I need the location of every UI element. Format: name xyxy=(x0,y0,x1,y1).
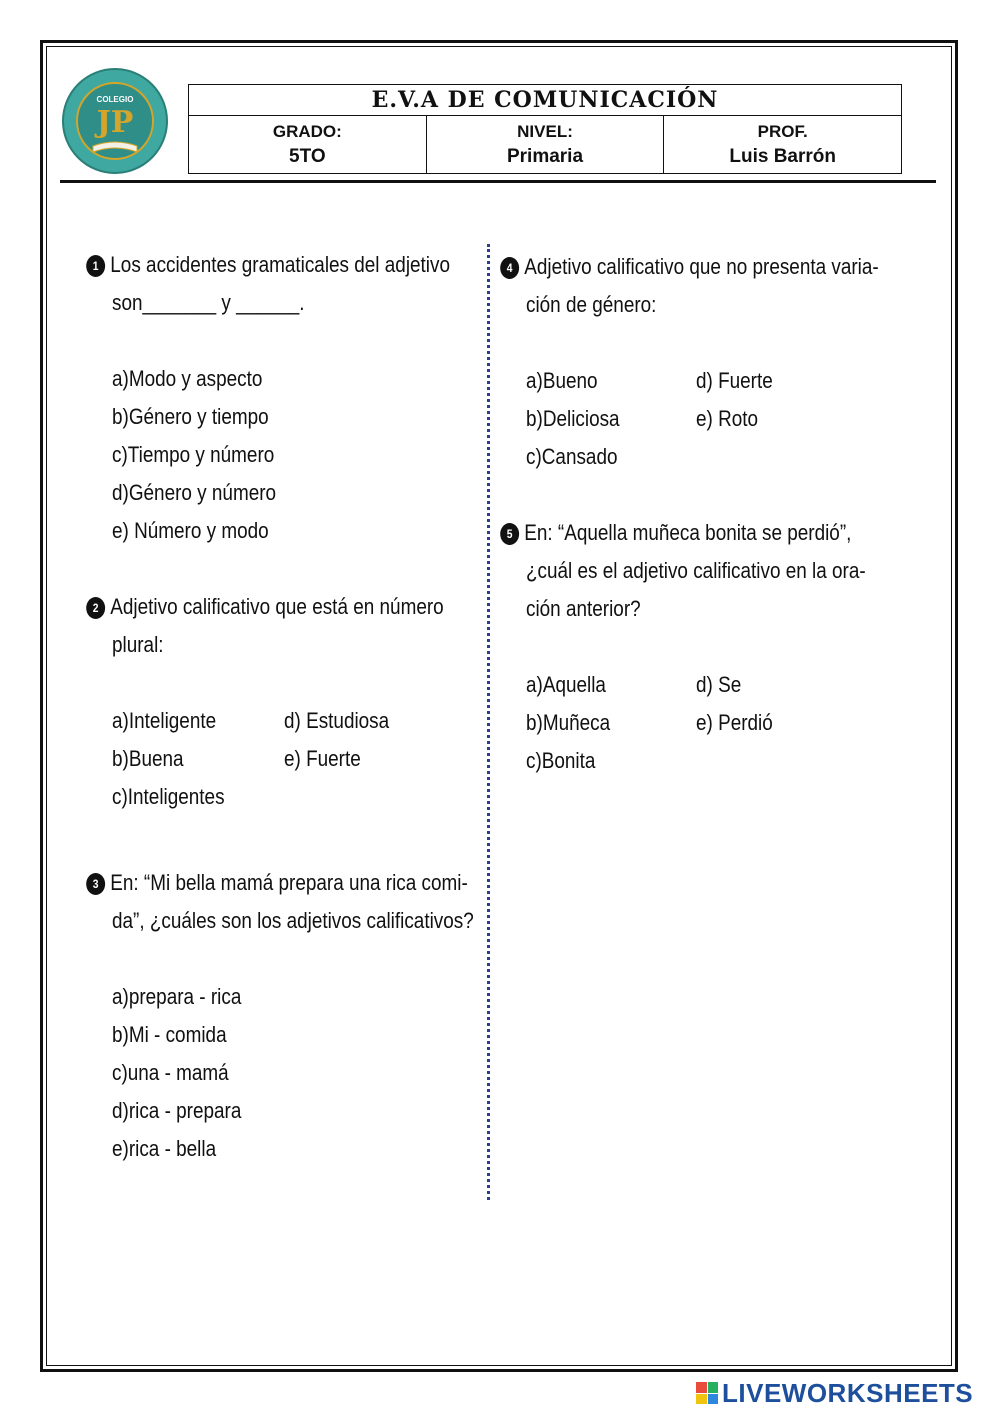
question-3-line1: En: “Mi bella mamá prepara una rica comi- xyxy=(110,870,468,895)
question-3-option-b[interactable]: b)Mi - comida xyxy=(112,1022,227,1047)
question-1-option-c[interactable]: c)Tiempo y número xyxy=(112,442,275,467)
question-3-option-a[interactable]: a)prepara - rica xyxy=(112,984,242,1009)
question-number-icon: 4 xyxy=(500,257,519,279)
question-4-option-a[interactable]: a)Bueno xyxy=(526,368,598,393)
prof-value: Luis Barrón xyxy=(729,146,836,167)
question-5-option-a[interactable]: a)Aquella xyxy=(526,672,606,697)
question-2-line1: Adjetivo calificativo que está en número xyxy=(110,594,444,619)
question-number-icon: 1 xyxy=(86,255,105,277)
prof-cell xyxy=(663,116,901,174)
question-1-option-b[interactable]: b)Género y tiempo xyxy=(112,404,269,429)
liveworksheets-logo[interactable] xyxy=(696,1378,973,1408)
liveworksheets-brand: LIVEWORKSHEETS xyxy=(722,1377,974,1408)
nivel-label: NIVEL: xyxy=(517,122,573,141)
question-5-option-c[interactable]: c)Bonita xyxy=(526,748,596,773)
exam-title: E.V.A DE COMUNICACIÓN xyxy=(189,85,901,116)
question-2-option-d[interactable]: d) Estudiosa xyxy=(284,708,390,733)
question-4-line2: ción de género: xyxy=(526,292,657,317)
question-1-option-a[interactable]: a)Modo y aspecto xyxy=(112,366,263,391)
nivel-cell xyxy=(426,116,664,174)
question-4-option-d[interactable]: d) Fuerte xyxy=(696,368,773,393)
question-5 xyxy=(506,514,891,628)
question-4 xyxy=(506,248,891,324)
question-3-option-c[interactable]: c)una - mamá xyxy=(112,1060,229,1085)
header-rule xyxy=(60,180,936,183)
question-5-option-b[interactable]: b)Muñeca xyxy=(526,710,611,735)
question-1-line2: son_______ y ______. xyxy=(112,290,305,315)
question-3 xyxy=(92,864,482,940)
question-number-icon: 5 xyxy=(500,523,519,545)
question-2-line2: plural: xyxy=(112,632,164,657)
question-2-option-e[interactable]: e) Fuerte xyxy=(284,746,361,771)
liveworksheets-icon xyxy=(696,1382,718,1404)
grado-label: GRADO: xyxy=(272,122,342,141)
question-3-option-e[interactable]: e)rica - bella xyxy=(112,1136,217,1161)
question-1 xyxy=(92,246,478,322)
question-5-line3: ción anterior? xyxy=(526,596,641,621)
nivel-value: Primaria xyxy=(506,146,584,167)
header-table xyxy=(188,84,902,174)
prof-label: PROF. xyxy=(757,122,808,141)
logo-colegio-text: COLEGIO xyxy=(96,95,134,104)
question-3-line2: da”, ¿cuáles son los adjetivos calificativos? xyxy=(112,908,474,933)
question-5-option-e[interactable]: e) Perdió xyxy=(696,710,773,735)
question-number-icon: 3 xyxy=(86,873,105,895)
question-1-option-e[interactable]: e) Número y modo xyxy=(112,518,269,543)
question-2-option-a[interactable]: a)Inteligente xyxy=(112,708,217,733)
question-5-line2: ¿cuál es el adjetivo calificativo en la ora- xyxy=(526,558,866,583)
column-divider xyxy=(487,244,490,1200)
question-5-option-d[interactable]: d) Se xyxy=(696,672,742,697)
school-logo xyxy=(60,66,170,176)
question-2 xyxy=(92,588,478,664)
question-5-line1: En: “Aquella muñeca bonita se perdió”, xyxy=(524,520,852,545)
question-4-option-e[interactable]: e) Roto xyxy=(696,406,759,431)
question-1-line1: Los accidentes gramaticales del adjetivo xyxy=(110,252,450,277)
question-1-option-d[interactable]: d)Género y número xyxy=(112,480,277,505)
question-number-icon: 2 xyxy=(86,597,105,619)
question-4-option-c[interactable]: c)Cansado xyxy=(526,444,618,469)
svg-text:JP: JP xyxy=(96,105,134,140)
grado-cell xyxy=(189,116,426,174)
question-3-option-d[interactable]: d)rica - prepara xyxy=(112,1098,242,1123)
question-2-option-c[interactable]: c)Inteligentes xyxy=(112,784,225,809)
question-4-option-b[interactable]: b)Deliciosa xyxy=(526,406,620,431)
question-2-option-b[interactable]: b)Buena xyxy=(112,746,184,771)
grado-value: 5TO xyxy=(289,146,326,167)
question-4-line1: Adjetivo calificativo que no presenta varia- xyxy=(524,254,879,279)
